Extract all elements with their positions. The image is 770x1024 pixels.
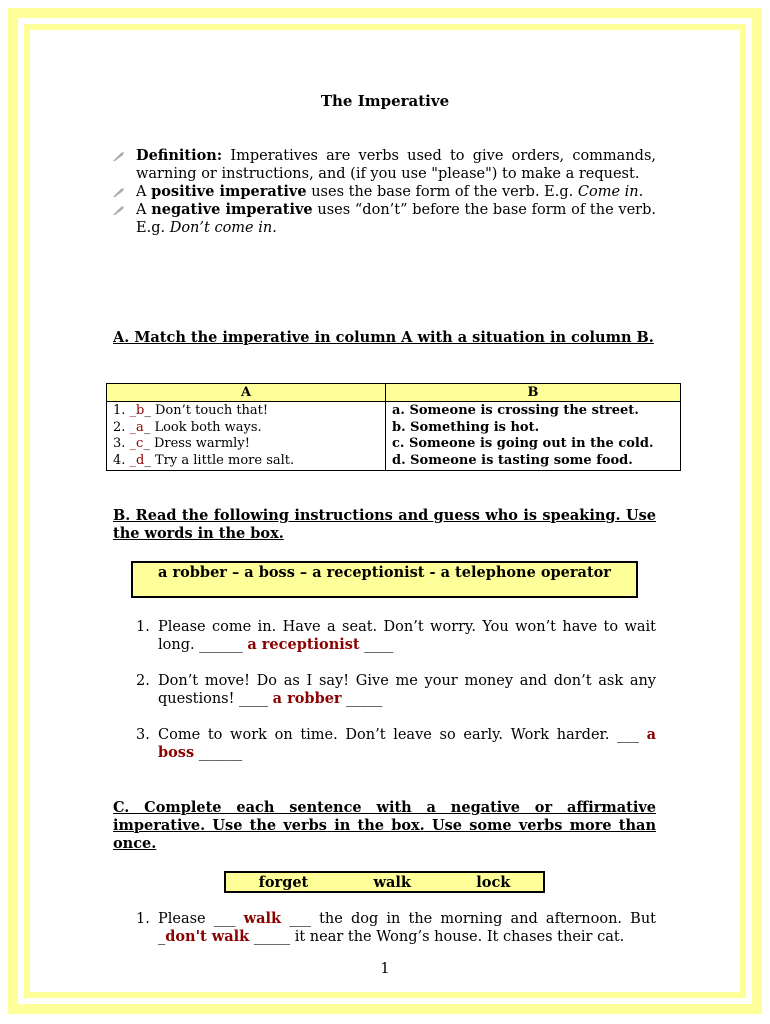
- match-item: 1. _b_ Don’t touch that!: [113, 403, 269, 418]
- page-title: The Imperative: [320, 92, 450, 110]
- match-item: 3. _c_ Dress warmly!: [113, 436, 250, 451]
- match-table: [106, 383, 681, 471]
- verb-word-box: [224, 871, 545, 893]
- match-item: 2. _a_ Look both ways.: [113, 419, 262, 435]
- word-lock: lock: [476, 873, 511, 891]
- answer: don't walk: [165, 928, 250, 945]
- list-item: 3. Come to work on time. Don’t leave so early. Work harder. ___ a boss ______: [136, 726, 656, 761]
- definitions-list: [110, 147, 656, 237]
- section-b-heading: B. Read the following instructions and guess who is speaking. Use the words in the box.: [113, 507, 656, 542]
- column-b-cell: [386, 402, 681, 471]
- column-b-header: B: [386, 384, 681, 402]
- page-number: 1: [380, 961, 390, 977]
- list-item: 1. Please come in. Have a seat. Don’t worry. You won’t have to wait long. ______ a receptionist ____: [136, 619, 656, 653]
- pointing-hand-icon: [112, 204, 126, 216]
- bullet-text: A: [136, 184, 152, 200]
- section-c-heading: C. Complete each sentence with a negative or affirmative imperative. Use the verbs in the box. Use some verbs more than once.: [113, 799, 656, 852]
- bullet-text: A: [136, 202, 152, 218]
- list-item: 1. Please ___ walk ___ the dog in the morning and afternoon. But _don't walk _____ it near the Wong’s house. It chases their cat.: [136, 910, 656, 945]
- column-a-cell: [107, 402, 386, 471]
- pointing-hand-icon: [112, 186, 126, 198]
- section-c-list: [113, 910, 656, 964]
- bullet-text: uses “don’t” before the base form of the verb. E.g: [136, 202, 656, 236]
- situation-item: b. Something is hot.: [392, 419, 540, 435]
- match-item: 4. _d_ Try a little more salt.: [113, 452, 295, 468]
- list-item: 2. Don’t move! Do as I say! Give me your money and don’t ask any questions! ____ a robber _____: [136, 673, 656, 707]
- answer: a receptionist: [247, 636, 360, 653]
- word-walk: walk: [373, 873, 411, 891]
- bullet-term: positive imperative: [151, 183, 307, 200]
- column-a-header: A: [107, 384, 386, 402]
- answer: a boss: [158, 726, 656, 761]
- definition-text: Imperatives are verbs used to give orders, commands, warning or instructions, and (if you use "please") to make a request.: [136, 148, 656, 182]
- positive-imperative-bullet: [110, 183, 656, 201]
- section-b-list: [113, 618, 656, 780]
- situation-item: d. Someone is tasting some food.: [392, 452, 633, 468]
- answer: a robber: [272, 690, 342, 707]
- section-a-heading: A. Match the imperative in column A with a situation in column B.: [113, 329, 654, 346]
- bullet-example: Come in.: [577, 184, 644, 200]
- negative-imperative-bullet: [110, 201, 656, 237]
- bullet-term: negative imperative: [151, 201, 313, 218]
- pointing-hand-icon: [112, 150, 126, 162]
- bullet-text: uses the base form of the verb. E.g.: [306, 184, 578, 200]
- bullet-example: . Don’t come in.: [160, 220, 277, 236]
- answer: walk: [243, 910, 282, 927]
- situation-item: c. Someone is going out in the cold.: [392, 436, 654, 451]
- speaker-word-box: a robber – a boss – a receptionist - a telephone operator: [131, 561, 638, 598]
- word-forget: forget: [258, 873, 309, 891]
- situation-item: a. Someone is crossing the street.: [392, 403, 639, 418]
- definition-bullet: [110, 147, 656, 183]
- definition-label: Definition:: [136, 147, 223, 164]
